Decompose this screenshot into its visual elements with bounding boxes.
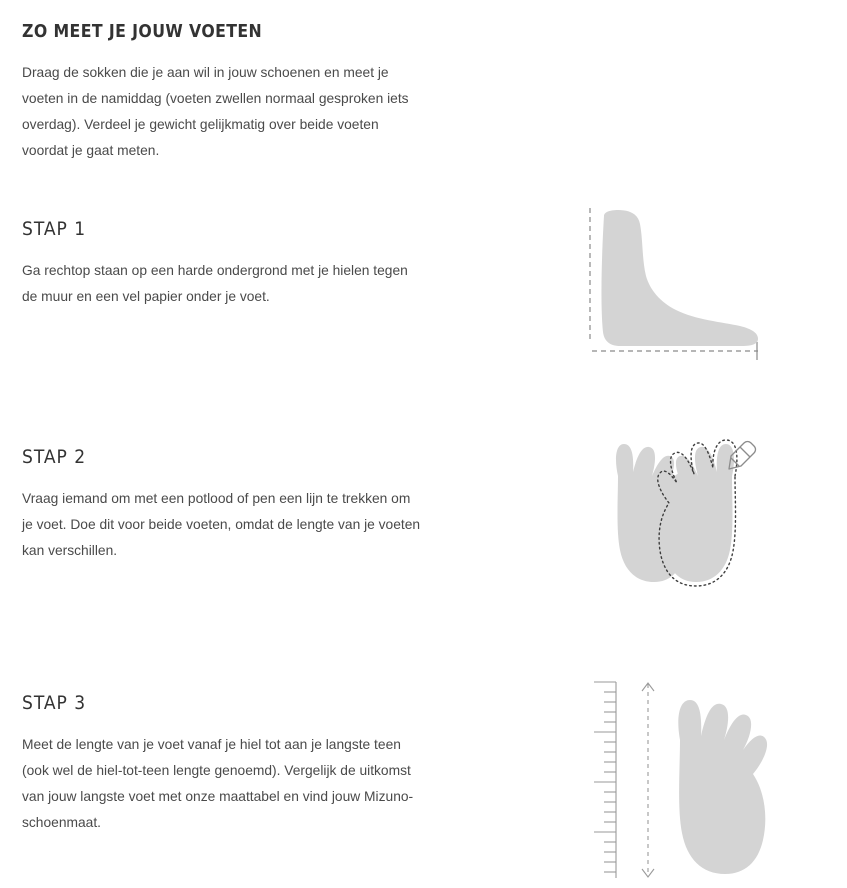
step-3-body: Meet de lengte van je voet vanaf je hiel tot aan je langste teen (ook wel de hiel-tot-teen lengte genoemd). Vergelijk de uitkomst van jouw langste voet met onze maattabel en vind jouw Mizuno-schoenmaat.	[22, 737, 414, 830]
step-2-title: STAP 2	[22, 446, 87, 468]
page-title: ZO MEET JE JOUW VOETEN	[22, 22, 263, 42]
step-1-text	[22, 218, 422, 310]
step-1-section	[22, 218, 827, 368]
step-2-figure	[422, 424, 827, 614]
side-foot-illustration	[580, 208, 780, 368]
step-1-title: STAP 1	[22, 218, 87, 240]
step-1-figure	[422, 208, 827, 368]
step-3-title: STAP 3	[22, 692, 87, 714]
intro-section	[22, 22, 827, 164]
footprint-ruler-illustration	[580, 678, 780, 888]
step-3-text	[22, 692, 422, 836]
step-3-figure	[422, 678, 827, 888]
intro-body-text: Draag de sokken die je aan wil in jouw schoenen en meet je voeten in de namiddag (voeten zwellen normaal gesproken iets overdag). Verdeel je gewicht gelijkmatig over beide voeten voordat je gaat meten.	[22, 65, 409, 158]
step-2-body: Vraag iemand om met een potlood of pen een lijn te trekken om je voet. Doe dit voor beide voeten, omdat de lengte van je voeten kan verschillen.	[22, 491, 421, 558]
length-arrow-icon	[642, 683, 654, 877]
step-2-text	[22, 446, 422, 564]
step-2-section	[22, 446, 827, 614]
footprint	[678, 700, 767, 874]
step-3-section	[22, 692, 827, 888]
step-1-body: Ga rechtop staan op een harde ondergrond met je hielen tegen de muur en een vel papier onder je voet.	[22, 263, 408, 304]
ruler-icon	[594, 682, 616, 878]
two-footprints-illustration	[580, 424, 780, 614]
